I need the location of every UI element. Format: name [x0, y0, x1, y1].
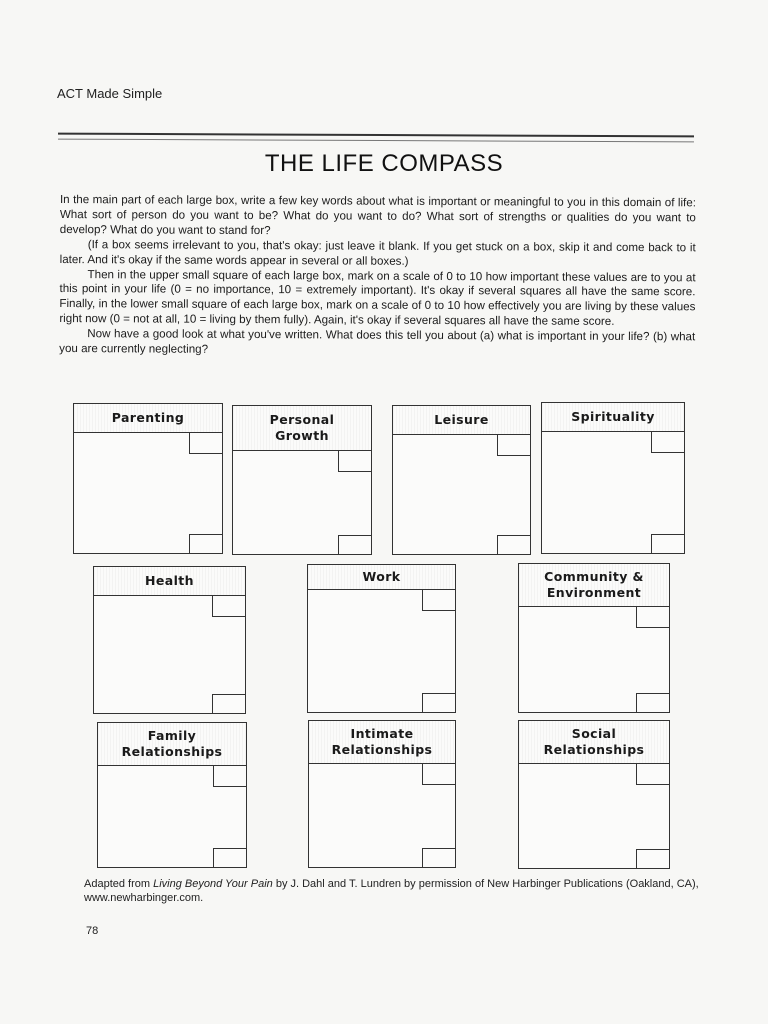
domain-label: Community & Environment	[519, 564, 669, 607]
credit-suffix: by J. Dahl and T. Lundren by permission of New Harbinger Publications (Oakland, CA), www.newharbinger.com.	[84, 878, 699, 904]
domain-label: Leisure	[393, 406, 530, 435]
domain-box-work	[307, 564, 456, 713]
effectiveness-square[interactable]	[422, 848, 455, 867]
effectiveness-square[interactable]	[338, 535, 371, 554]
domain-box-parenting	[73, 403, 223, 554]
header-rule	[58, 133, 694, 143]
domain-box-social	[518, 720, 670, 869]
instructions-paragraph-1: In the main part of each large box, write a few key words about what is important or meaningful to you in this domain of life: What sort of person do you want to be? What do you want to do? What sort of strengths or qualities do you want to develop? What do you want to stand for?	[59, 193, 696, 237]
domain-label: Work	[308, 565, 455, 590]
effectiveness-square[interactable]	[651, 534, 684, 553]
domain-label: Personal Growth	[233, 406, 371, 451]
page-number: 78	[86, 925, 99, 937]
domain-box-leisure	[392, 405, 531, 555]
instructions	[59, 193, 696, 360]
domain-box-community	[518, 563, 670, 713]
domain-label: Social Relationships	[519, 721, 669, 764]
instructions-paragraph-4: Now have a good look at what you've written. What does this tell you about (a) what is important in your life? (b) what you are currently neglecting?	[59, 327, 696, 356]
importance-square[interactable]	[213, 766, 246, 787]
instructions-paragraph-3: Then in the upper small square of each large box, mark on a scale of 0 to 10 how important these values are to you at this point in your life (0 = no importance, 10 = extremely important). It's okay if several squares all have the same score. Finally, in the lower small square of each large box, mark on a scale of 0 to 10 how effectively you are living by these values right now (0 = not at all, 10 = living by them fully). Again, it's okay if several squares all have the same score.	[59, 267, 696, 329]
importance-square[interactable]	[422, 764, 455, 785]
effectiveness-square[interactable]	[213, 848, 246, 867]
effectiveness-square[interactable]	[212, 694, 245, 713]
effectiveness-square[interactable]	[189, 534, 222, 553]
importance-square[interactable]	[212, 596, 245, 617]
importance-square[interactable]	[651, 432, 684, 453]
domain-box-health	[93, 566, 246, 714]
importance-square[interactable]	[422, 590, 455, 611]
credit-book-title: Living Beyond Your Pain	[153, 878, 273, 890]
importance-square[interactable]	[497, 435, 530, 456]
effectiveness-square[interactable]	[422, 693, 455, 712]
importance-square[interactable]	[636, 764, 669, 785]
effectiveness-square[interactable]	[636, 693, 669, 712]
domain-label: Family Relationships	[98, 723, 246, 766]
domain-box-intimate	[308, 720, 456, 868]
importance-square[interactable]	[338, 451, 371, 472]
domain-label: Intimate Relationships	[309, 721, 455, 764]
importance-square[interactable]	[636, 607, 669, 628]
domain-label: Spirituality	[542, 403, 684, 432]
domain-box-family	[97, 722, 247, 868]
importance-square[interactable]	[189, 433, 222, 454]
credit-prefix: Adapted from	[84, 878, 154, 890]
domain-label: Parenting	[74, 404, 222, 433]
domain-box-personal-growth	[232, 405, 372, 555]
domain-box-spirituality	[541, 402, 685, 554]
effectiveness-square[interactable]	[497, 535, 530, 554]
source-credit	[84, 877, 704, 905]
running-head: ACT Made Simple	[57, 86, 163, 101]
page-title: THE LIFE COMPASS	[264, 150, 504, 177]
instructions-paragraph-2: (If a box seems irrelevant to you, that's okay: just leave it blank. If you get stuck on a box, skip it and come back to it later. And it's okay if the same words appear in several or all boxes.)	[59, 237, 696, 268]
domain-label: Health	[94, 567, 245, 596]
effectiveness-square[interactable]	[636, 849, 669, 868]
